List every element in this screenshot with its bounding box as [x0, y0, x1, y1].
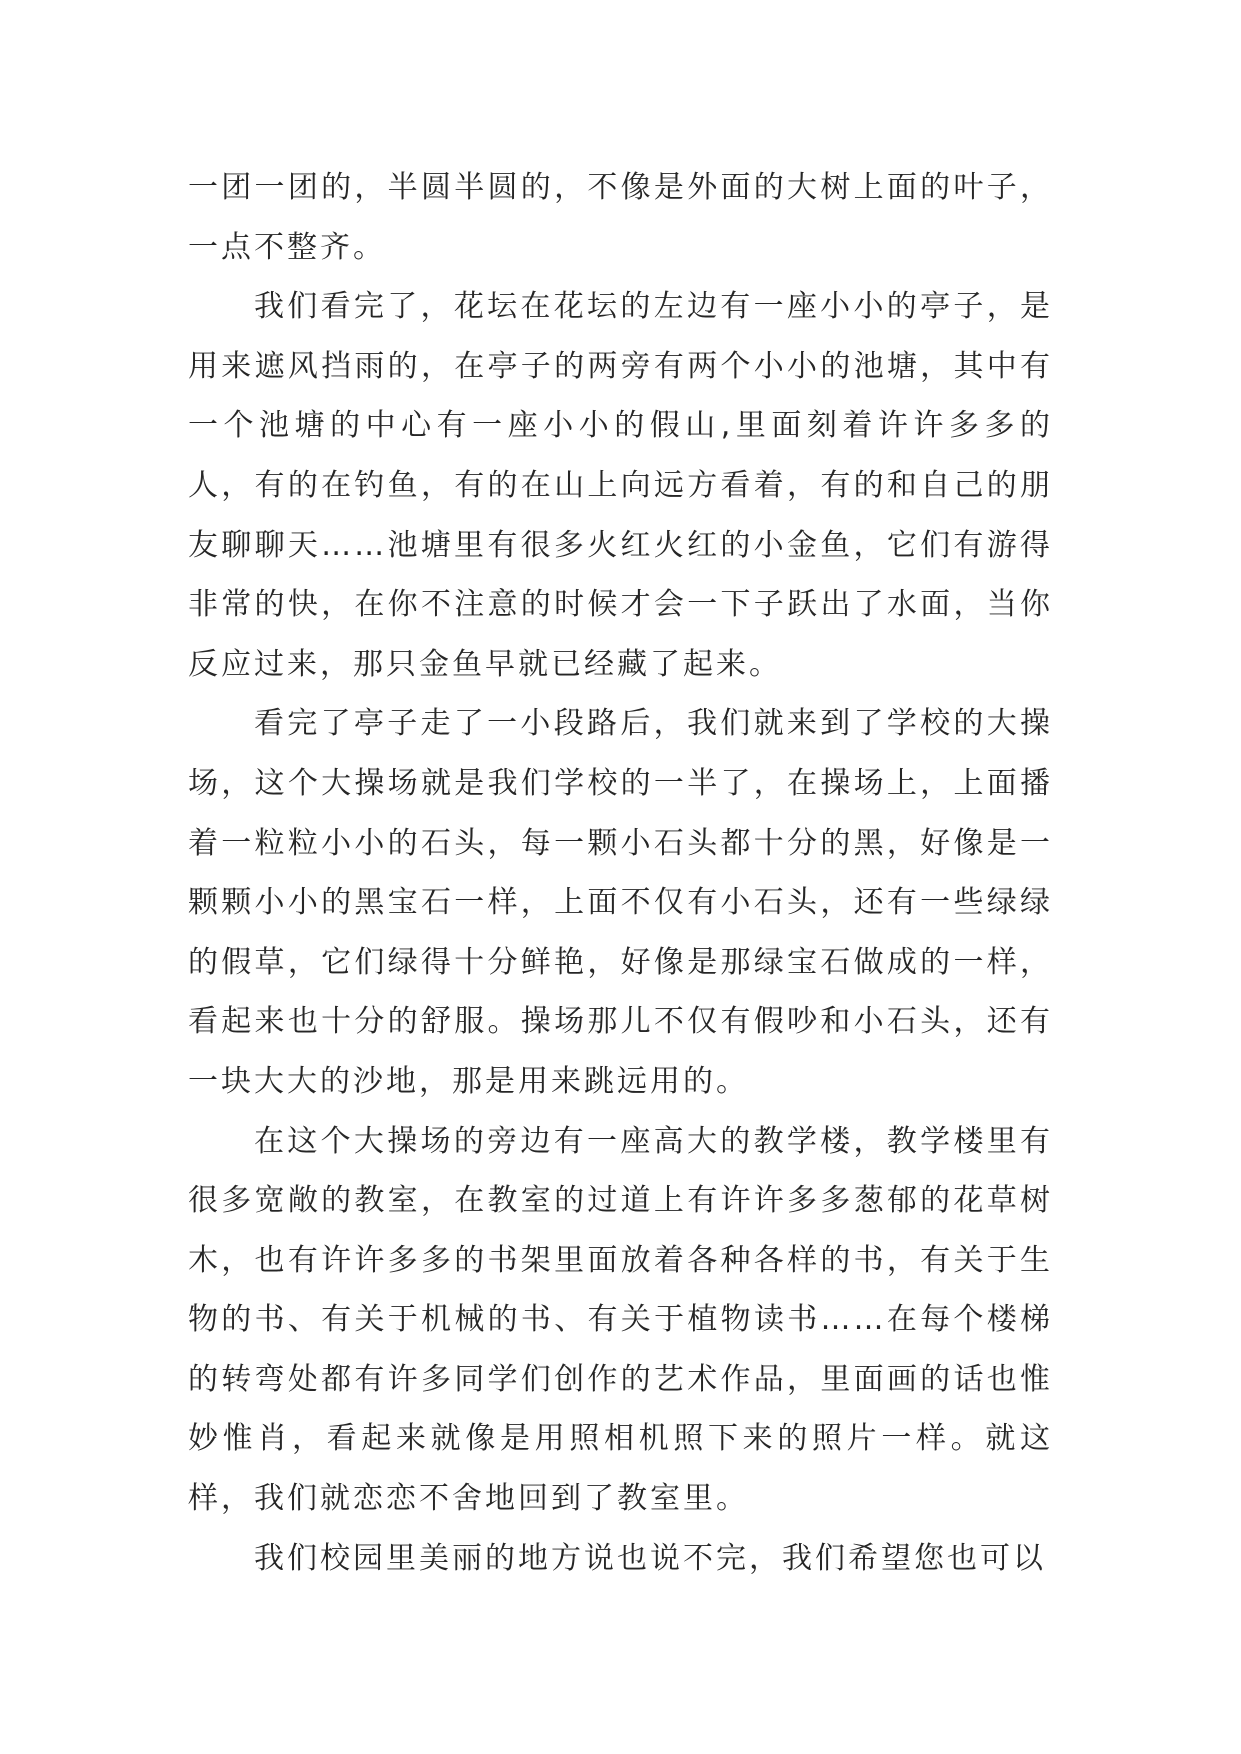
paragraph-pavilion: 我们看完了，花坛在花坛的左边有一座小小的亭子，是用来遮风挡雨的，在亭子的两旁有两个小小的池塘，其中有一个池塘的中心有一座小小的假山,里面刻着许许多多的人，有的在钓鱼，有的在山上向远方看着，有的和自己的朋友聊聊天……池塘里有很多火红火红的小金鱼，它们有游得非常的快，在你不注意的时候才会一下子跃出了水面，当你反应过来，那只金鱼早就已经藏了起来。: [188, 289, 1053, 682]
paragraph-playground: 看完了亭子走了一小段路后，我们就来到了学校的大操场，这个大操场就是我们学校的一半了，在操场上，上面播着一粒粒小小的石头，每一颗小石头都十分的黑，好像是一颗颗小小的黑宝石一样，上面不仅有小石头，还有一些绿绿的假草，它们绿得十分鲜艳，好像是那绿宝石做成的一样，看起来也十分的舒服。操场那儿不仅有假吵和小石头，还有一块大大的沙地，那是用来跳远用的。: [188, 706, 1053, 1099]
paragraph-continuation: 一团一团的，半圆半圆的，不像是外面的大树上面的叶子，一点不整齐。: [188, 170, 1053, 265]
paragraph-closing: 我们校园里美丽的地方说也说不完，我们希望您也可以: [254, 1540, 1046, 1576]
essay-body: [188, 158, 1053, 1588]
paragraph-teaching-building: 在这个大操场的旁边有一座高大的教学楼，教学楼里有很多宽敞的教室，在教室的过道上有许许多多葱郁的花草树木，也有许许多多的书架里面放着各种各样的书，有关于生物的书、有关于机械的书、有关于植物读书……在每个楼梯的转弯处都有许多同学们创作的艺术作品，里面画的话也惟妙惟肖，看起来就像是用照相机照下来的照片一样。就这样，我们就恋恋不舍地回到了教室里。: [188, 1123, 1053, 1517]
